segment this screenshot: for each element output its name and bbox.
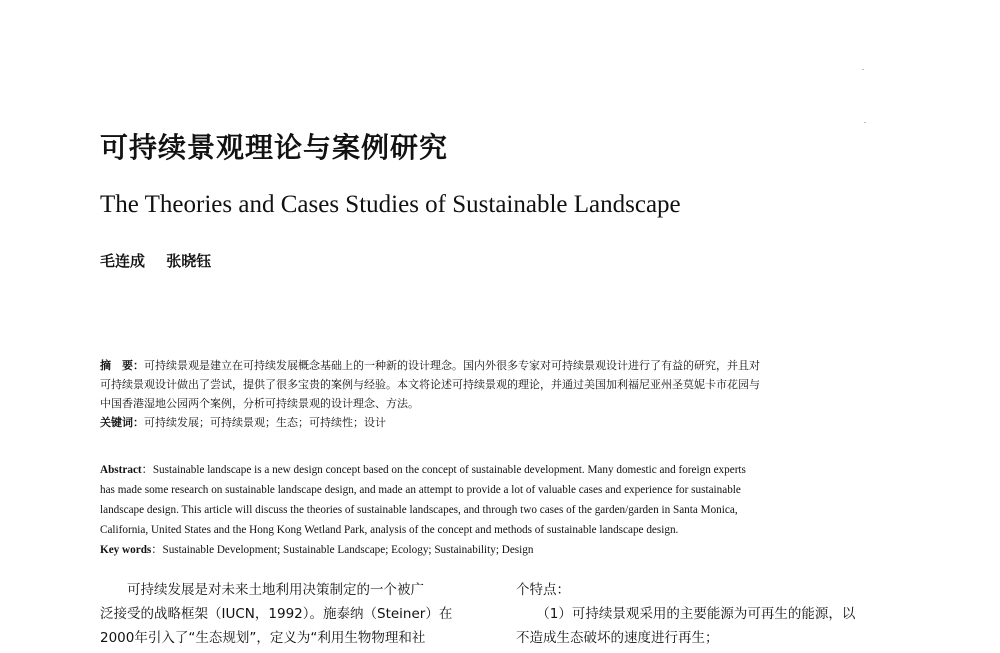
body-line: 泛接受的战略框架（IUCN，1992）。施泰纳（Steiner）在 [100, 606, 453, 622]
abstract-en-line: has made some research on sustainable landscape design, and made an attempt to provide a lot of valuable cases and experience for sustainable [100, 484, 741, 496]
abstract-cn-line: 中国香港湿地公园两个案例，分析可持续景观的设计理念、方法。 [100, 397, 419, 410]
keywords-cn-label: 关键词： [100, 416, 144, 429]
title-english: The Theories and Cases Studies of Sustainable Landscape [100, 191, 681, 218]
abstract-chinese [100, 356, 890, 432]
abstract-cn-line: 摘 要：可持续景观是建立在可持续发展概念基础上的一种新的设计理念。国内外很多专家对可持续景观设计进行了有益的研究，并且对 [100, 359, 760, 372]
scan-speck [864, 122, 866, 123]
abstract-en-line: California, United States and the Hong Kong Wetland Park, analysis of the concept and methods of sustainable landscape design. [100, 524, 679, 536]
keywords-cn: 关键词：可持续发展；可持续景观；生态；可持续性；设计 [100, 416, 386, 429]
keywords-en: Key words：Sustainable Development; Sustainable Landscape; Ecology; Sustainability; Design [100, 544, 534, 556]
abstract-english [100, 460, 890, 560]
body-line: 个特点： [516, 582, 570, 598]
body-line: 不造成生态破坏的速度进行再生； [516, 630, 719, 646]
author-name: 张晓钰 [166, 252, 212, 270]
abstract-en-line: landscape design. This article will discuss the theories of sustainable landscapes, and through two cases of the garden/garden in Santa Monica, [100, 504, 738, 516]
keywords-en-label: Key words [100, 544, 152, 556]
author-name: 毛连成 [100, 252, 146, 270]
body-column-right [516, 578, 896, 650]
title-chinese: 可持续景观理论与案例研究 [100, 131, 449, 164]
body-line: 可持续发展是对未来土地利用决策制定的一个被广 [100, 582, 424, 598]
abstract-en-label: Abstract [100, 464, 142, 476]
body-line: 2000年引入了“生态规划”，定义为“利用生物物理和社 [100, 630, 426, 646]
abstract-en-line: Abstract：Sustainable landscape is a new design concept based on the concept of sustainable development. Many domestic and foreign experts [100, 464, 746, 476]
body-column-left [100, 578, 480, 650]
abstract-cn-line: 可持续景观设计做出了尝试，提供了很多宝贵的案例与经验。本文将论述可持续景观的理论，并通过美国加利福尼亚州圣莫妮卡市花园与 [100, 378, 760, 391]
abstract-cn-label: 摘 要： [100, 359, 144, 372]
scan-speck [862, 69, 864, 70]
author-list [100, 250, 211, 271]
body-line: （1）可持续景观采用的主要能源为可再生的能源，以 [516, 606, 856, 622]
